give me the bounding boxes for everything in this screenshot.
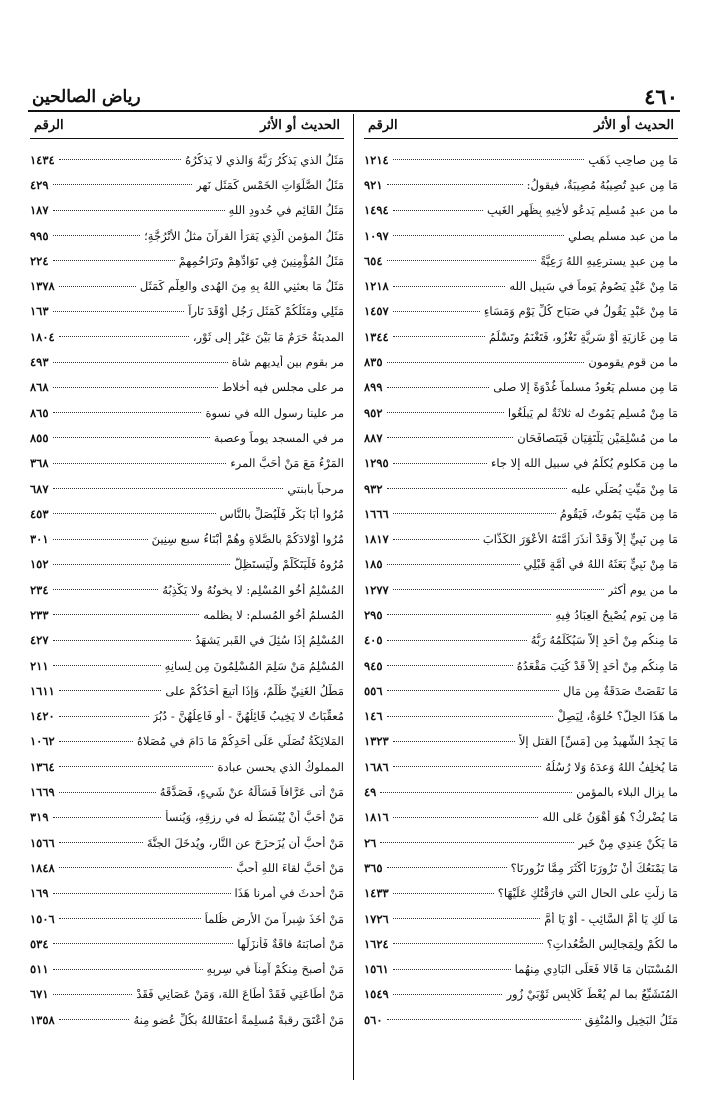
index-column-left — [30, 114, 344, 1032]
entry-text: مَا يَجِدُ الشَّهِيدُ مِن [مَسِّ] القتلِ إلاَّ — [518, 734, 678, 749]
index-entry — [30, 501, 344, 526]
entry-text: مرحباً بابنتي — [287, 481, 344, 496]
entry-number: ٢٣٣ — [30, 607, 49, 622]
index-entry — [30, 602, 344, 627]
column-divider — [353, 114, 354, 1080]
entry-text: مُعقِّبَاتٌ لا يَخِيبُ قَائِلُهُنَّ - أو فَاعِلُهُنَّ - دُبُرَ — [152, 709, 344, 724]
index-entry — [364, 1007, 678, 1032]
entry-leader-dots — [393, 994, 503, 995]
entry-text: مر علينا رسول الله في نسوة — [205, 405, 344, 420]
entry-text: مَنْ أحَبَّ أنْ يُبْسَطَ له في رِزقِهِ، وَيُنسأ — [165, 810, 344, 825]
index-entry — [364, 982, 678, 1007]
index-entry — [364, 425, 678, 450]
index-entry — [30, 805, 344, 830]
entry-leader-dots — [393, 969, 511, 970]
entry-text: مَا مِن مَيِّتٍ يَمُوتُ، فَيَقُومُ — [559, 506, 678, 521]
index-entry — [364, 526, 678, 551]
index-entry — [30, 198, 344, 223]
entry-number: ٨٨٧ — [364, 430, 383, 445]
entry-text: المُسلمُ أخُو المُسلم: لا يظلمه — [203, 607, 344, 622]
entry-number: ٥٦٠ — [364, 1012, 383, 1027]
entry-text: مَثَلُ البَخِيلِ والمُنْفِقِ — [584, 1012, 678, 1027]
entry-text: مَا يُضْرِكُ؟ هُوَ أهْوَنُ عَلى الله — [542, 810, 678, 825]
entry-leader-dots — [53, 817, 162, 818]
entry-text: مَا مِن يَومٍ يُصْبِحُ العِبَادُ فِيهِ — [555, 607, 678, 622]
column-header-hadith: الحديث أو الأثر — [260, 118, 340, 133]
entry-leader-dots — [59, 716, 149, 717]
entry-text: مَا مِنْ مُسلِمٍ يَمُوتُ له ثلاثَةٌ لم يَبلُغُوا — [507, 405, 678, 420]
index-entry — [30, 653, 344, 678]
entry-text: مَا مِنكُم مِنْ أحَدٍ إلاّ سَيُكَلِّمُهُ رَبُّهُ — [530, 633, 678, 648]
entry-number: ٨٩٩ — [364, 380, 383, 395]
index-entry — [364, 704, 678, 729]
entry-leader-dots — [53, 665, 161, 666]
entry-leader-dots — [387, 412, 504, 413]
index-entry — [364, 906, 678, 931]
index-entry — [364, 400, 678, 425]
entry-leader-dots — [387, 184, 523, 185]
index-entry — [30, 906, 344, 931]
index-entry — [30, 704, 344, 729]
entry-text: مَا مِنْ نَبِيٍّ بَعَثَهُ اللهُ في أُمَّةٍ قَبْلِي — [523, 557, 678, 572]
index-entry — [30, 476, 344, 501]
entry-number: ١٣٥٨ — [30, 1012, 55, 1027]
entry-number: ١٦٢٤ — [364, 936, 389, 951]
index-entry — [364, 830, 678, 855]
entry-text: مَثَلِي ومَثَلُكُمْ كَمَثَلِ رَجُلٍ أوْقَدَ نَاراً — [188, 304, 344, 319]
entry-leader-dots — [53, 589, 159, 590]
entry-leader-dots — [393, 893, 494, 894]
index-entry — [364, 577, 678, 602]
entry-number: ١٨٤٨ — [30, 860, 55, 875]
entry-text: ما من عبد مسلم يصلي — [567, 228, 678, 243]
entry-leader-dots — [387, 387, 490, 388]
index-entry — [364, 349, 678, 374]
index-entry — [364, 855, 678, 880]
index-entry — [30, 400, 344, 425]
entry-number: ٨٣٥ — [364, 355, 383, 370]
entry-leader-dots — [387, 665, 513, 666]
entry-text: ما من عبدٍ مُسلِمٍ يَدعُو لأخِيهِ بِظَهرِ الغَيبِ — [486, 203, 678, 218]
entry-number: ١٠٩٧ — [364, 228, 389, 243]
entry-number: ٤٠٥ — [364, 633, 383, 648]
index-entry — [364, 501, 678, 526]
entry-number: ١٥٤٩ — [364, 987, 389, 1002]
entry-text: مَنْ أتى عَرَّافاً فَسَألَهُ عنْ شَيءٍ، فَصَدَّقَهُ — [159, 785, 344, 800]
entry-number: ١٢١٨ — [364, 279, 389, 294]
entry-leader-dots — [393, 741, 515, 742]
column-header-number: الرقم — [34, 118, 64, 133]
entry-number: ١٦٦٩ — [30, 785, 55, 800]
index-entry — [30, 349, 344, 374]
entry-number: ١٥٢ — [30, 557, 49, 572]
index-column-right — [364, 114, 678, 1032]
entry-text: ما مِن مَكلومٍ يُكلَمُ في سبيل الله إلا جاء — [490, 456, 678, 471]
entry-text: مَثَلُ الصَّلَوَاتِ الخَمْسِ كَمَثَلِ نَهرٍ — [196, 177, 344, 192]
entry-number: ١٨٥ — [364, 557, 383, 572]
entry-number: ١٠٦٢ — [30, 734, 55, 749]
index-entry — [364, 248, 678, 273]
entry-number: ٣٦٨ — [30, 456, 49, 471]
index-entry — [30, 577, 344, 602]
index-entry — [30, 881, 344, 906]
entry-leader-dots — [53, 994, 133, 995]
page-mark — [345, 30, 353, 32]
entry-text: مَنْ أطَاعَنِي فَقَدْ أطَاعَ اللهَ، وَمَنْ عَصَانِي فَقَدْ — [136, 987, 344, 1002]
index-entry — [364, 678, 678, 703]
entry-leader-dots — [393, 817, 539, 818]
index-rows — [364, 147, 678, 1032]
entry-number: ١٣٦٤ — [30, 759, 55, 774]
entry-number: ١٣٧٨ — [30, 279, 55, 294]
index-entry — [30, 628, 344, 653]
entry-text: مَنْ أخَذَ شِبراً منَ الأرضِ ظُلماً — [204, 911, 344, 926]
entry-leader-dots — [387, 716, 554, 717]
entry-leader-dots — [387, 564, 520, 565]
entry-text: مُرُوهُ فَلْيَتَكَلَّمْ ولْيَستَظِلَّ — [234, 557, 344, 572]
page-number: ٤٦٠ — [644, 84, 678, 109]
entry-leader-dots — [53, 539, 148, 540]
entry-text: مَا مِنْ عَبْدٍ يَقُولُ في صَبَاحِ كُلِّ يَوْمٍ وَمَسَاءِ — [483, 304, 678, 319]
entry-leader-dots — [59, 159, 181, 160]
entry-number: ٨٥٥ — [30, 430, 49, 445]
entry-leader-dots — [387, 640, 527, 641]
entry-leader-dots — [53, 513, 216, 514]
entry-number: ٩٤٥ — [364, 658, 383, 673]
index-entry — [30, 779, 344, 804]
entry-text: المَرْءُ مَعَ مَنْ أَحَبَّ المرء — [230, 456, 344, 471]
entry-leader-dots — [393, 235, 564, 236]
column-header-hadith: الحديث أو الأثر — [594, 118, 674, 133]
index-entry — [364, 552, 678, 577]
entry-leader-dots — [53, 614, 200, 615]
index-entry — [30, 299, 344, 324]
index-entry — [364, 476, 678, 501]
index-entry — [30, 223, 344, 248]
index-entry — [30, 526, 344, 551]
entry-number: ٤٢٧ — [30, 633, 49, 648]
entry-number: ٥٣٤ — [30, 936, 49, 951]
entry-number: ٤٢٩ — [30, 177, 49, 192]
entry-number: ١٤٩٤ — [364, 203, 389, 218]
entry-number: ١٣٢٣ — [364, 734, 389, 749]
entry-number: ١٤٥٧ — [364, 304, 389, 319]
entry-number: ١٦٩ — [30, 886, 49, 901]
entry-number: ٤٩ — [364, 785, 377, 800]
index-entry — [30, 982, 344, 1007]
entry-leader-dots — [59, 336, 189, 337]
entry-text: مَنْ أحبَّ أن يُزَحزَحَ عن النَّارِ، ويُدخَلَ الجنَّةَ — [146, 835, 344, 850]
index-entry — [364, 653, 678, 678]
entry-leader-dots — [387, 690, 560, 691]
index-entry — [364, 957, 678, 982]
entry-leader-dots — [393, 210, 483, 211]
index-entry — [30, 552, 344, 577]
entry-text: مَا مِنْ مَيِّتٍ يُصَلِّي عليه — [571, 481, 678, 496]
entry-leader-dots — [387, 437, 514, 438]
entry-number: ١٤٢٠ — [30, 709, 55, 724]
entry-leader-dots — [393, 513, 556, 514]
index-entry — [30, 172, 344, 197]
index-entry — [30, 931, 344, 956]
entry-number: ٩٥٢ — [364, 405, 383, 420]
entry-leader-dots — [387, 488, 567, 489]
index-entry — [30, 830, 344, 855]
entry-leader-dots — [59, 286, 136, 287]
entry-number: ١٦١١ — [30, 683, 55, 698]
entry-leader-dots — [59, 792, 156, 793]
entry-leader-dots — [59, 918, 201, 919]
index-entry — [30, 957, 344, 982]
entry-text: ما مِن عبدٍ يسترعِيهِ اللهُ رَعِيَّةً — [540, 253, 678, 268]
entry-text: مَثَلُ المؤمنِ الَّذِي يَقرَأُ القرآنَ مثلُ الأُتْرُجَّةِ؛ — [144, 228, 344, 243]
index-entry — [30, 425, 344, 450]
index-entry — [30, 1007, 344, 1032]
entry-leader-dots — [387, 867, 507, 868]
entry-number: ٦٧١ — [30, 987, 49, 1002]
entry-number: ٦٥٤ — [364, 253, 383, 268]
entry-leader-dots — [53, 640, 192, 641]
entry-number: ١٥٠٦ — [30, 911, 55, 926]
entry-text: مَا يَمْنَعُكَ أَنْ تَزُورَنَا أَكْثَرَ مِمَّا تَزُورنَا؟ — [510, 860, 678, 875]
entry-number: ١٦٨٦ — [364, 759, 389, 774]
entry-text: المُسْلِمُ مَنْ سَلِمَ المُسْلِمُونَ مِن لِسانِهِ — [164, 658, 344, 673]
index-entry — [30, 451, 344, 476]
entry-leader-dots — [59, 842, 143, 843]
entry-number: ١٤٣٣ — [364, 886, 389, 901]
entry-text: مَا يَكُنْ عِندِي مِنْ خَيرٍ — [578, 835, 678, 850]
entry-leader-dots — [59, 1019, 130, 1020]
index-entry — [30, 273, 344, 298]
entry-leader-dots — [393, 918, 541, 919]
entry-leader-dots — [393, 539, 479, 540]
entry-number: ١٣٤٤ — [364, 329, 389, 344]
entry-leader-dots — [59, 741, 133, 742]
entry-text: مَا مِنْ عَبْدٍ يَصُومُ يَوماً في سَبِيلِ الله — [509, 279, 678, 294]
entry-leader-dots — [393, 311, 480, 312]
entry-text: مَثَلُ الذي يَذكُرُ رَبَّهُ وَالذي لا يَذكُرُهُ — [185, 152, 344, 167]
entry-text: مَا مِن غَازِيَةٍ أَوْ سَرِيَّةٍ تَغْزُو، فَتَغْنَمُ وتَسْلَمُ — [488, 329, 678, 344]
entry-text: ما من قوم يقومون — [588, 355, 678, 370]
index-entry — [364, 729, 678, 754]
index-entry — [30, 324, 344, 349]
entry-leader-dots — [53, 437, 210, 438]
entry-number: ١٧٢٦ — [364, 911, 389, 926]
entry-leader-dots — [393, 589, 604, 590]
entry-number: ٣٠١ — [30, 532, 49, 547]
entry-leader-dots — [53, 387, 218, 388]
entry-leader-dots — [393, 766, 542, 767]
entry-leader-dots — [53, 184, 192, 185]
index-entry — [364, 779, 678, 804]
entry-text: مُرُوا أوْلادَكُمْ بالصَّلاةِ وهُمْ أبْنَاءُ سبعِ سِنِينَ — [151, 532, 344, 547]
entry-leader-dots — [59, 766, 214, 767]
entry-number: ١٥٦٦ — [30, 835, 55, 850]
entry-leader-dots — [53, 311, 185, 312]
entry-leader-dots — [53, 564, 231, 565]
index-entry — [364, 198, 678, 223]
entry-text: مَثَلُ المُؤْمِنِينَ فِي تَوَادِّهِمْ وتَرَاحُمِهِمْ — [178, 253, 344, 268]
entry-text: ما من مُسْلِمَيْنِ يَلْتَقِيَانِ فَيَتَصافَحَانِ — [517, 430, 678, 445]
index-entry — [364, 602, 678, 627]
entry-leader-dots — [59, 690, 162, 691]
entry-number: ٨٦٥ — [30, 405, 49, 420]
entry-leader-dots — [393, 159, 585, 160]
index-entry — [364, 754, 678, 779]
entry-number: ٣٦٥ — [364, 860, 383, 875]
entry-number: ١٨١٦ — [364, 810, 389, 825]
entry-leader-dots — [53, 943, 234, 944]
entry-text: مَطْلُ الغَنِيِّ ظُلْمٌ، وَإذَا أُتبِعَ أحَدُكُمْ على — [165, 683, 344, 698]
entry-number: ٤٩٣ — [30, 355, 49, 370]
entry-number: ٨٦٨ — [30, 380, 49, 395]
index-entry — [364, 881, 678, 906]
index-entry — [364, 299, 678, 324]
entry-number: ٣١٩ — [30, 810, 49, 825]
entry-text: مَنْ أحدثَ في أمرِنا هَذَا — [234, 886, 344, 901]
index-entry — [364, 805, 678, 830]
index-entry — [30, 248, 344, 273]
index-entry — [364, 451, 678, 476]
index-entry — [364, 223, 678, 248]
entry-leader-dots — [393, 943, 543, 944]
entry-text: مَنْ أصبحَ مِنكُمْ آمِناً في سِربِهِ — [206, 962, 344, 977]
entry-leader-dots — [53, 362, 228, 363]
entry-number: ١٤٣٤ — [30, 152, 55, 167]
entry-text: مَثَلُ مَا بعثنِي اللهُ بِهِ مِنَ الهُدى والعِلْمِ كَمَثَلِ — [139, 279, 344, 294]
entry-text: المدينَةُ حَرَمٌ مَا بَيْنَ عَيْرٍ إلى ثَوْرٍ، — [192, 329, 344, 344]
entry-number: ١٨١٧ — [364, 532, 389, 547]
entry-leader-dots — [393, 463, 487, 464]
entry-leader-dots — [387, 260, 537, 261]
entry-text: مَا لَكِ يَا أُمَّ السَّائِبِ - أَوْ يَا أُمَّ — [544, 911, 678, 926]
entry-text: مَا مِن مسلمٍ يَعُودُ مسلماً غُدْوَةً إلا صلى — [493, 380, 678, 395]
page-header — [28, 84, 680, 112]
entry-text: مر في المسجد يوماً وعصبة — [213, 430, 344, 445]
entry-text: المَلائِكَةُ تُصَلِّي عَلَى أحَدِكُمْ مَا دَامَ في مُصَلاهُ — [136, 734, 344, 749]
entry-text: مَا يُخلِفُ اللهُ وَعدَهُ وَلا رُسُلُهُ — [545, 759, 678, 774]
column-header — [364, 114, 678, 139]
entry-text: مَا مِن عبدٍ تُصِيبُهُ مُصِيبَةٌ، فيقولُ: — [526, 177, 678, 192]
index-entry — [364, 931, 678, 956]
entry-leader-dots — [387, 1019, 581, 1020]
entry-text: ما من يوم أكثر — [607, 582, 678, 597]
index-entry — [30, 729, 344, 754]
entry-text: مُرُوا أبَا بَكْرٍ فَلْيُصَلِّ بالنَّاسِ — [219, 506, 344, 521]
entry-number: ١٢١٤ — [364, 152, 389, 167]
entry-text: المُسْلِمُ إذَا سُئِلَ في القَبرِ يَشهَدُ — [195, 633, 344, 648]
entry-number: ٩٣٢ — [364, 481, 383, 496]
entry-number: ٢٢٤ — [30, 253, 49, 268]
index-entry — [364, 273, 678, 298]
entry-text: مَا مِنكُم مِنْ أحَدٍ إلاّ قَدْ كُتِبَ مَقْعَدُهُ — [516, 658, 678, 673]
entry-number: ٢١١ — [30, 658, 49, 673]
entry-text: المُتَشَبِّعُ بما لم يُعْطَ كَلابِسِ ثَوْبَيْ زُورٍ — [506, 987, 678, 1002]
entry-text: مَا نَقَصَتْ صَدَقَةٌ مِن مَالٍ — [563, 683, 678, 698]
entry-text: مَنْ أصابَتهُ فاقَةٌ فَأنزَلَها — [237, 936, 344, 951]
entry-leader-dots — [59, 867, 233, 868]
entry-text: مَنْ أحَبَّ لقاءَ اللهِ أحبَّ — [236, 860, 344, 875]
entry-text: مَثَلُ القَائِمِ في حُدودِ اللهِ — [228, 203, 344, 218]
entry-number: ١٢٩٥ — [364, 456, 389, 471]
entry-number: ٥٥٦ — [364, 683, 383, 698]
entry-text: مَا زِلْتِ على الحالِ التي فارَقْتُكِ عَلَيْهَا؟ — [497, 886, 678, 901]
entry-leader-dots — [53, 412, 202, 413]
index-rows — [30, 147, 344, 1032]
entry-number: ١٨٧ — [30, 203, 49, 218]
entry-number: ٢٩٥ — [364, 607, 383, 622]
entry-leader-dots — [387, 614, 552, 615]
entry-number: ١٦٦٦ — [364, 506, 389, 521]
entry-text: مَنْ أعْتَقَ رقبةً مُسلِمةً أعتَقَاللهُ بكُلِّ عُضوٍ مِنهُ — [133, 1012, 344, 1027]
index-entry — [30, 375, 344, 400]
entry-number: ١٢٧٧ — [364, 582, 389, 597]
index-entry — [30, 147, 344, 172]
entry-number: ١٤٦ — [364, 709, 383, 724]
entry-number: ١٥٦١ — [364, 962, 389, 977]
index-entry — [30, 855, 344, 880]
column-header — [30, 114, 344, 139]
entry-leader-dots — [53, 260, 175, 261]
entry-leader-dots — [387, 362, 585, 363]
entry-text: المُسْتَبَانِ مَا قَالا فَعَلَى البَادِي مِنهُما — [514, 962, 678, 977]
book-title: رياض الصالحين — [32, 87, 141, 107]
entry-leader-dots — [53, 463, 227, 464]
entry-leader-dots — [53, 488, 284, 489]
entry-number: ٩٢١ — [364, 177, 383, 192]
entry-leader-dots — [393, 336, 485, 337]
index-entry — [364, 147, 678, 172]
entry-number: ١٦٣ — [30, 304, 49, 319]
entry-leader-dots — [380, 842, 574, 843]
entry-text: المُسْلِمُ أخُو المُسْلِم: لا يخونُهُ ولا يَكْذِبُهُ — [162, 582, 344, 597]
entry-text: مر على مجلس فيه أخلاط — [221, 380, 344, 395]
entry-leader-dots — [53, 969, 203, 970]
entry-text: مر بقوم بين أيديهم شاة — [231, 355, 344, 370]
entry-number: ٦٨٧ — [30, 481, 49, 496]
index-entry — [364, 324, 678, 349]
entry-number: ١٨٠٤ — [30, 329, 55, 344]
index-entry — [30, 678, 344, 703]
entry-number: ٥١١ — [30, 962, 49, 977]
entry-text: المملوكُ الذي يحسن عبادة — [217, 759, 344, 774]
index-entry — [364, 172, 678, 197]
entry-number: ٩٩٥ — [30, 228, 49, 243]
entry-number: ٢٦ — [364, 835, 377, 850]
index-entry — [30, 754, 344, 779]
entry-text: ما لكُمْ ولِمَجالِسِ الصُّعُداتِ؟ — [546, 936, 678, 951]
entry-text: ما هَذَا الحِلُّ؟ حُلوَةٌ، لِيَصِلْ — [557, 709, 678, 724]
index-entry — [364, 375, 678, 400]
entry-text: مَا مِن نَبِيٍّ إلاَّ وَقَدْ أَنذَرَ أُمَّتَهُ الأعْوَرَ الكَذَّابَ — [482, 532, 678, 547]
entry-leader-dots — [393, 286, 506, 287]
entry-text: مَا مِن صاحِبِ ذَهَبٍ — [588, 152, 678, 167]
entry-number: ٢٣٤ — [30, 582, 49, 597]
index-entry — [364, 628, 678, 653]
entry-leader-dots — [380, 792, 572, 793]
entry-text: ما يزال البلاء بالمؤمن — [576, 785, 678, 800]
column-header-number: الرقم — [368, 118, 398, 133]
entry-leader-dots — [53, 235, 141, 236]
entry-leader-dots — [53, 893, 231, 894]
entry-leader-dots — [53, 210, 225, 211]
entry-number: ٤٥٣ — [30, 506, 49, 521]
